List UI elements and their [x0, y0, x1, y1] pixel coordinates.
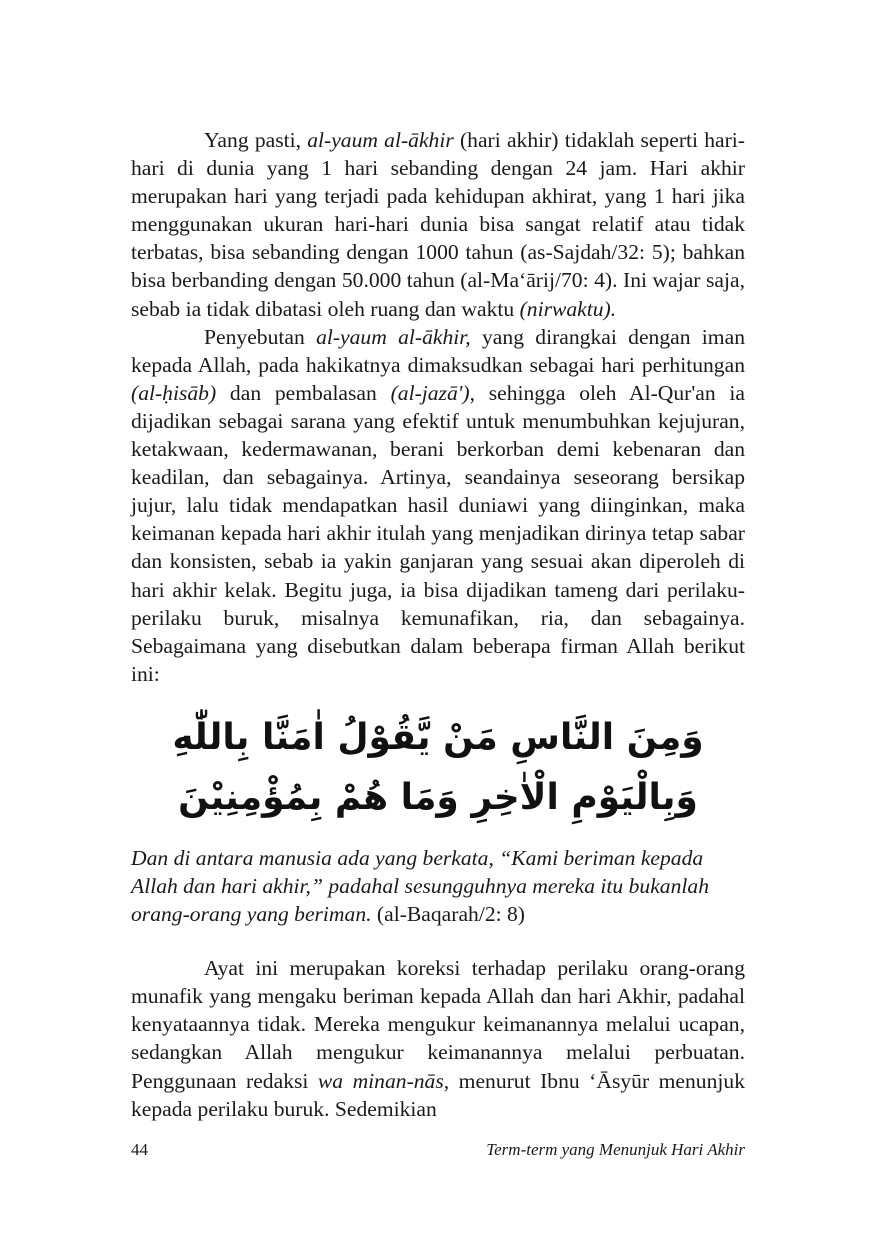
page-number: 44 — [131, 1140, 148, 1159]
p3-text-a: Ayat ini merupakan koreksi terhadap perilaku orang-orang munafik yang mengaku beriman kepada Allah dan hari Akhir, padahal kenyataannya tidak. Mereka mengukur keimanannya melalui ucapan, sedangkan Allah mengukur keimanannya melalui perbuatan. Penggunaan redaksi — [131, 956, 745, 1093]
paragraph-1 — [131, 126, 745, 323]
p2-text-c: dan pembalasan — [216, 380, 391, 405]
verse-reference: (al-Baqarah/2: 8) — [371, 902, 526, 927]
p2-text-d: , sehingga oleh Al-Qur'an ia dijadikan sebagai sarana yang efektif untuk menumbuhkan kejujuran, ketakwaan, kedermawanan, berani berkorban demi kebenaran dan keadilan, dan sebagainya. Artinya, seandainya seseorang bersikap jujur, lalu tidak mendapatkan hasil duniawi yang diinginkan, maka keimanan kepada hari akhir itulah yang menjadikan dirinya tetap sabar dan konsisten, sebab ia yakin ganjaran yang sesuai akan diperoleh di hari akhir kelak. Begitu juga, ia bisa dijadikan tameng dari perilaku-perilaku buruk, misalnya kemunafikan, ria, dan sebagainya. Sebagaimana yang disebutkan dalam beberapa firman Allah berikut ini: — [131, 380, 745, 686]
p2-text-b: yang dirangkai dengan iman kepada Allah, pada hakikatnya dimaksudkan sebagai hari perhitungan — [131, 324, 745, 377]
p3-text-b: menurut Ibnu ‘Āsyūr menunjuk kepada perilaku buruk. Sedemikian — [131, 1068, 745, 1121]
body-text — [131, 126, 745, 1123]
arabic-verse: وَمِنَ النَّاسِ مَنْ يَّقُوْلُ اٰمَنَّا بِاللّٰهِ وَبِالْيَوْمِ الْاٰخِرِ وَمَا هُمْ بِمُؤْمِنِيْنَ — [172, 716, 704, 818]
page-footer — [131, 1140, 745, 1160]
paragraph-2 — [131, 323, 745, 688]
p2-text-a: Penyebutan — [204, 324, 317, 349]
translation-text: Dan di antara manusia ada yang berkata, “Kami beriman kepada Allah dan hari akhir,” padahal sesungguhnya mereka itu bukanlah orang-orang yang beriman. — [131, 845, 709, 927]
p1-term-nirwaktu: (nirwaktu). — [519, 296, 617, 321]
p1-term-al-yaum-al-akhir: al-yaum al-ākhir — [307, 128, 454, 152]
p3-term-wa-minan-nas: wa minan-nās, — [317, 1068, 450, 1093]
p1-text-a: Yang pasti, — [204, 128, 308, 152]
p2-term-al-hisab: (al-ḥisāb) — [131, 380, 217, 405]
p2-term-al-jaza: (al-jazā') — [390, 380, 470, 405]
p2-term-al-yaum-al-akhir: al-yaum al-ākhir, — [316, 324, 471, 349]
verse-translation — [131, 844, 745, 928]
p1-text-b: (hari akhir) tidaklah seperti hari-hari di dunia yang 1 hari sebanding dengan 24 jam. Hari akhir merupakan hari yang terjadi pada kehidupan akhirat, yang 1 hari jika menggunakan ukuran hari-hari dunia bisa sangat relatif atau tidak terbatas, bisa sebanding dengan 1000 tahun (as-Sajdah/32: 5); bahkan bisa berbanding dengan 50.000 tahun (al-Ma‘ārij/70: 4). Ini wajar saja, sebab ia tidak dibatasi oleh ruang dan waktu — [131, 128, 746, 321]
running-title: Term-term yang Menunjuk Hari Akhir — [486, 1140, 745, 1159]
paragraph-3 — [131, 954, 745, 1123]
